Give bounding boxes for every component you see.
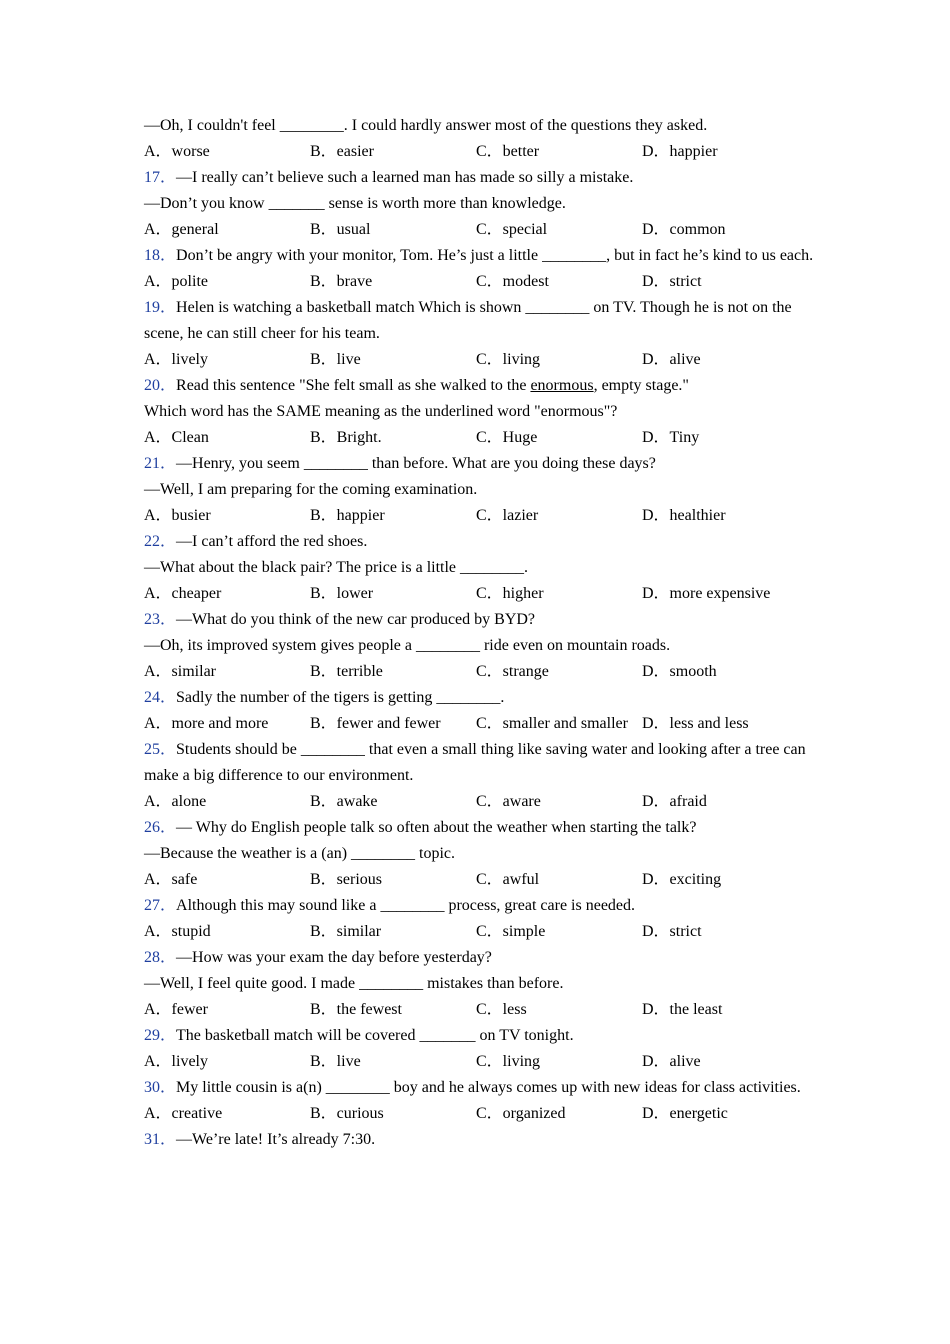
question-27 xyxy=(144,893,814,919)
question-text-line: Which word has the SAME meaning as the underlined word "enormous"? xyxy=(144,403,618,420)
question-text: —What do you think of the new car produced by BYD? xyxy=(176,611,536,628)
question-text: My little cousin is a(n) ________ boy and he always comes up with new ideas for class activities. xyxy=(176,1079,801,1096)
question-number: 21． xyxy=(144,455,177,472)
question-24 xyxy=(144,685,814,711)
options-row xyxy=(144,581,814,607)
option-b: B．awake xyxy=(310,793,378,810)
options-row xyxy=(144,269,814,295)
question-19 xyxy=(144,295,814,347)
option-b: B．easier xyxy=(310,143,374,160)
option-a: A．polite xyxy=(144,273,208,290)
question-21 xyxy=(144,451,814,477)
question-number: 24． xyxy=(144,689,177,706)
options-row xyxy=(144,919,814,945)
question-text: —How was your exam the day before yesterday? xyxy=(176,949,492,966)
option-a: A．lively xyxy=(144,1053,208,1070)
option-a: A．similar xyxy=(144,663,216,680)
question-text-line: —Well, I feel quite good. I made ________ mistakes than before. xyxy=(144,975,564,992)
option-d: D．strict xyxy=(642,923,702,940)
option-c: C．smaller and smaller xyxy=(476,715,628,732)
question-text: Don’t be angry with your monitor, Tom. He’s just a little ________, but in fact he’s kind to us each. xyxy=(176,247,814,264)
option-d: D．exciting xyxy=(642,871,722,888)
option-d: D．afraid xyxy=(642,793,707,810)
question-26 xyxy=(144,815,814,841)
question-text-line: —Well, I am preparing for the coming examination. xyxy=(144,481,478,498)
option-c: C．awful xyxy=(476,871,540,888)
option-c: C．Huge xyxy=(476,429,538,446)
option-b: B．brave xyxy=(310,273,373,290)
options-row xyxy=(144,711,814,737)
question-number: 26． xyxy=(144,819,177,836)
question-20 xyxy=(144,373,814,399)
option-c: C．organized xyxy=(476,1105,566,1122)
option-b: B．lower xyxy=(310,585,374,602)
option-c: C．strange xyxy=(476,663,549,680)
question-number: 18． xyxy=(144,247,177,264)
option-d: D．Tiny xyxy=(642,429,700,446)
options-row xyxy=(144,867,814,893)
question-number: 17． xyxy=(144,169,177,186)
question-number: 30． xyxy=(144,1079,177,1096)
option-d: D．happier xyxy=(642,143,718,160)
question-text: —Henry, you seem ________ than before. What are you doing these days? xyxy=(176,455,656,472)
lead-line: —Oh, I couldn't feel ________. I could hardly answer most of the questions they asked. xyxy=(144,117,708,134)
option-a: A．fewer xyxy=(144,1001,208,1018)
question-number: 22． xyxy=(144,533,177,550)
option-c: C．lazier xyxy=(476,507,539,524)
option-a: A．busier xyxy=(144,507,211,524)
option-d: D．less and less xyxy=(642,715,749,732)
options-row xyxy=(144,1101,814,1127)
options-row xyxy=(144,347,814,373)
option-c: C．less xyxy=(476,1001,527,1018)
option-a: A．safe xyxy=(144,871,198,888)
option-b: B．fewer and fewer xyxy=(310,715,441,732)
question-text: —We’re late! It’s already 7:30. xyxy=(176,1131,376,1148)
option-b: B．curious xyxy=(310,1105,384,1122)
question-28 xyxy=(144,945,814,971)
option-b: B．serious xyxy=(310,871,383,888)
question-29 xyxy=(144,1023,814,1049)
question-number: 20． xyxy=(144,377,177,394)
option-c: C．special xyxy=(476,221,548,238)
option-b: B．similar xyxy=(310,923,382,940)
option-d: D．common xyxy=(642,221,726,238)
option-b: B．live xyxy=(310,351,361,368)
question-text-line: —What about the black pair? The price is a little ________. xyxy=(144,559,529,576)
option-b: B．live xyxy=(310,1053,361,1070)
question-number: 28． xyxy=(144,949,177,966)
option-c: C．simple xyxy=(476,923,546,940)
option-c: C．better xyxy=(476,143,540,160)
options-row xyxy=(144,789,814,815)
question-list xyxy=(144,113,814,1153)
option-d: D．energetic xyxy=(642,1105,728,1122)
question-30 xyxy=(144,1075,814,1101)
question-text-line: —Oh, its improved system gives people a ________ ride even on mountain roads. xyxy=(144,637,671,654)
question-number: 27． xyxy=(144,897,177,914)
question-17 xyxy=(144,165,814,191)
option-c: C．aware xyxy=(476,793,541,810)
options-row xyxy=(144,659,814,685)
option-a: A．stupid xyxy=(144,923,211,940)
question-text-end: , empty stage." xyxy=(593,377,689,394)
question-number: 23． xyxy=(144,611,177,628)
options-row xyxy=(144,1049,814,1075)
option-b: B．the fewest xyxy=(310,1001,402,1018)
question-text-line: —Don’t you know _______ sense is worth more than knowledge. xyxy=(144,195,566,212)
option-d: D．strict xyxy=(642,273,702,290)
option-a: A．worse xyxy=(144,143,210,160)
question-text: Although this may sound like a ________ process, great care is needed. xyxy=(176,897,636,914)
options-row xyxy=(144,503,814,529)
option-a: A．cheaper xyxy=(144,585,222,602)
question-text: —I really can’t believe such a learned man has made so silly a mistake. xyxy=(176,169,634,186)
question-text: Read this sentence "She felt small as she walked to the xyxy=(176,377,531,394)
option-c: C．living xyxy=(476,1053,541,1070)
option-b: B．usual xyxy=(310,221,371,238)
option-b: B．terrible xyxy=(310,663,383,680)
question-text: Sadly the number of the tigers is getting ________. xyxy=(176,689,505,706)
options-row xyxy=(144,217,814,243)
question-number: 29． xyxy=(144,1027,177,1044)
option-a: A．creative xyxy=(144,1105,223,1122)
option-d: D．alive xyxy=(642,1053,701,1070)
option-a: A．more and more xyxy=(144,715,269,732)
question-number: 25． xyxy=(144,741,177,758)
question-text: Students should be ________ that even a small thing like saving water and looking after a tree can make a big difference to our environment. xyxy=(144,741,806,784)
question-text-line: —Because the weather is a (an) ________ topic. xyxy=(144,845,456,862)
options-row xyxy=(144,139,814,165)
question-number: 19． xyxy=(144,299,177,316)
option-c: C．living xyxy=(476,351,541,368)
question-text: Helen is watching a basketball match Which is shown ________ on TV. Though he is not on the scene, he can still cheer for his team. xyxy=(144,299,792,342)
underlined-word: enormous xyxy=(530,377,594,394)
question-number: 31． xyxy=(144,1131,177,1148)
question-18 xyxy=(144,243,814,269)
options-row xyxy=(144,997,814,1023)
option-a: A．alone xyxy=(144,793,207,810)
option-a: A．general xyxy=(144,221,219,238)
option-d: D．alive xyxy=(642,351,701,368)
option-d: D．the least xyxy=(642,1001,723,1018)
question-23 xyxy=(144,607,814,633)
question-text: The basketball match will be covered _______ on TV tonight. xyxy=(176,1027,574,1044)
option-a: A．Clean xyxy=(144,429,209,446)
question-25 xyxy=(144,737,814,789)
question-31 xyxy=(144,1127,814,1153)
option-b: B．happier xyxy=(310,507,385,524)
option-c: C．modest xyxy=(476,273,549,290)
question-text: —I can’t afford the red shoes. xyxy=(176,533,368,550)
options-row xyxy=(144,425,814,451)
option-a: A．lively xyxy=(144,351,208,368)
option-d: D．more expensive xyxy=(642,585,771,602)
question-text: — Why do English people talk so often about the weather when starting the talk? xyxy=(176,819,697,836)
option-b: B．Bright. xyxy=(310,429,382,446)
option-d: D．smooth xyxy=(642,663,717,680)
question-22 xyxy=(144,529,814,555)
option-c: C．higher xyxy=(476,585,544,602)
option-d: D．healthier xyxy=(642,507,726,524)
